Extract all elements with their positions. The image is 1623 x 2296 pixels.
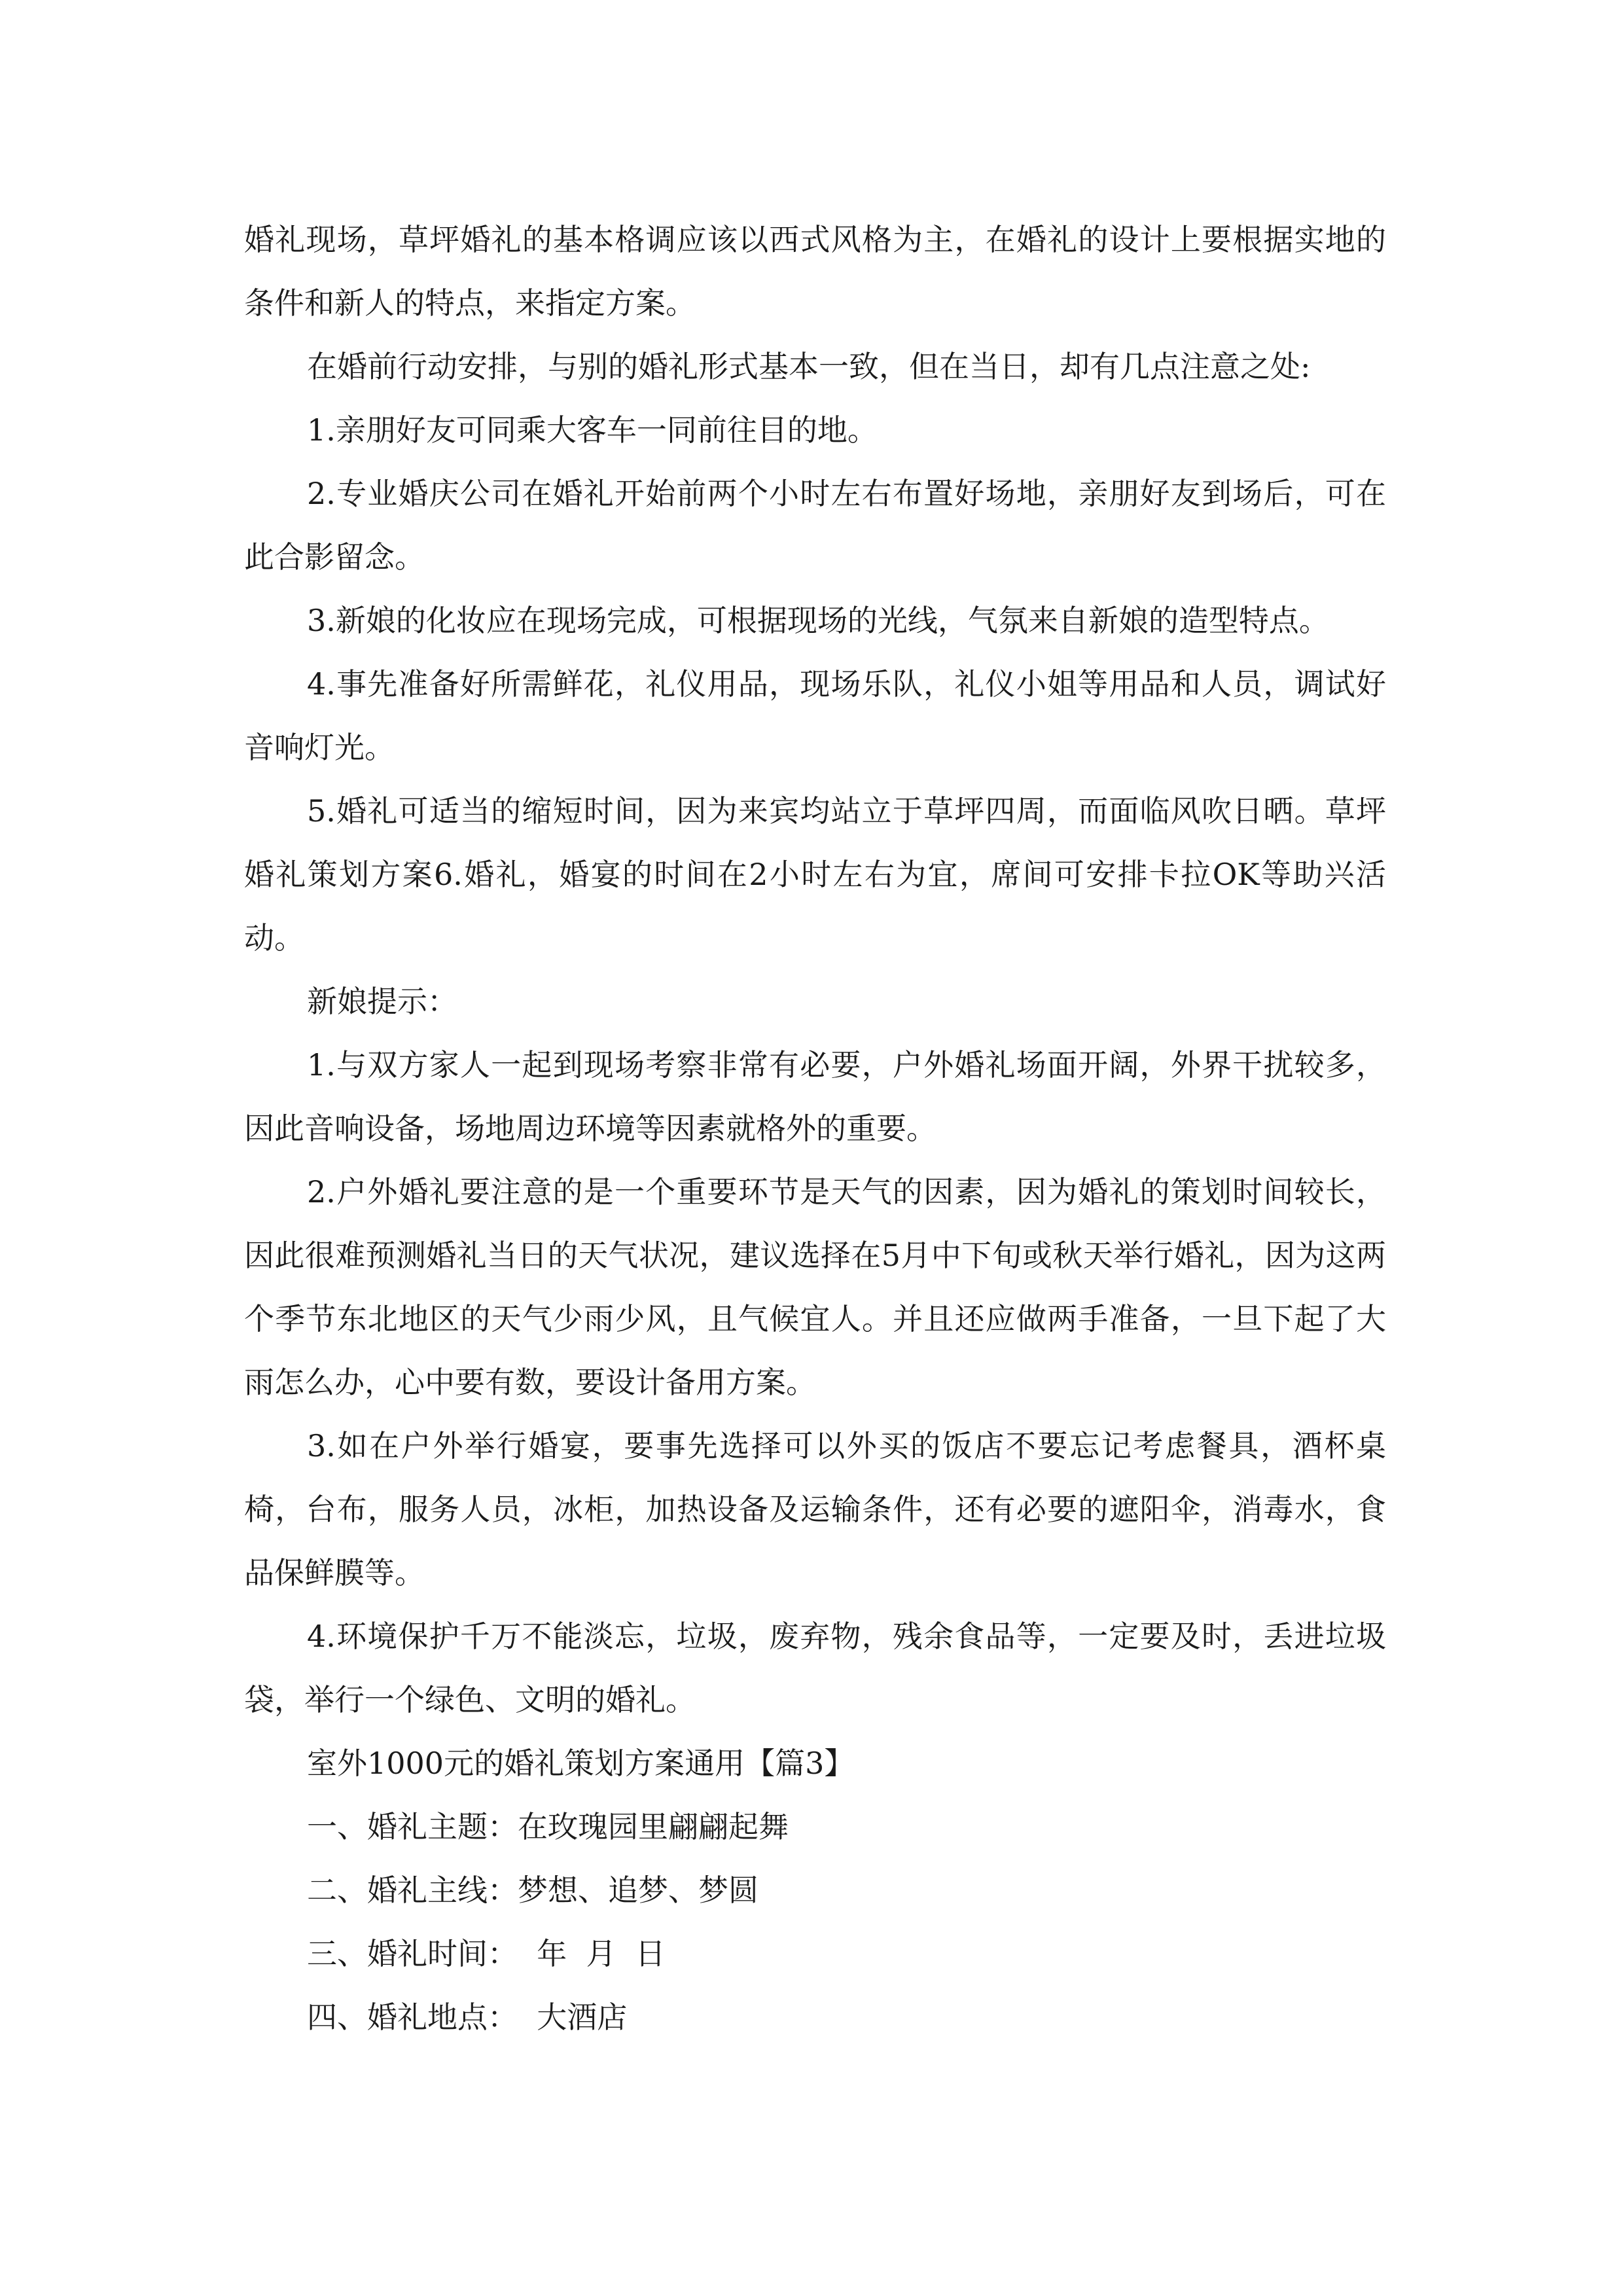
outline-mainline: 二、婚礼主线：梦想、追梦、梦圆 [307, 1873, 758, 1908]
paragraph-day-arrangement: 在婚前行动安排，与别的婚礼形式基本一致，但在当日，却有几点注意之处: [307, 349, 1311, 384]
list-item-5: 5.婚礼可适当的缩短时间，因为来宾均站立于草坪四周，而面临风吹日晒。草坪婚礼策划方案6.婚礼，婚宴的时间在2小时左右为宜，席间可安排卡拉OK等助兴活动。 [244, 793, 1386, 956]
document-page [244, 208, 1386, 2049]
paragraph-venue-style: 婚礼现场，草坪婚礼的基本格调应该以西式风格为主，在婚礼的设计上要根据实地的条件和新人的特点，来指定方案。 [244, 222, 1386, 321]
tip-item-2: 2.户外婚礼要注意的是一个重要环节是天气的因素，因为婚礼的策划时间较长，因此很难预测婚礼当日的天气状况，建议选择在5月中下旬或秋天举行婚礼，因为这两个季节东北地区的天气少雨少风，且气候宜人。并且还应做两手准备，一旦下起了大雨怎么办，心中要有数，要设计备用方案。 [244, 1174, 1386, 1400]
outline-venue: 四、婚礼地点： 大酒店 [307, 2000, 628, 2035]
list-item-2: 2.专业婚庆公司在婚礼开始前两个小时左右布置好场地，亲朋好友到场后，可在此合影留念。 [244, 476, 1386, 575]
tip-item-1: 1.与双方家人一起到现场考察非常有必要，户外婚礼场面开阔，外界干扰较多，因此音响设备，场地周边环境等因素就格外的重要。 [244, 1047, 1386, 1146]
outline-theme: 一、婚礼主题：在玫瑰园里翩翩起舞 [307, 1809, 789, 1844]
list-item-3: 3.新娘的化妆应在现场完成，可根据现场的光线，气氛来自新娘的造型特点。 [307, 603, 1329, 638]
list-item-1: 1.亲朋好友可同乘大客车一同前往目的地。 [307, 412, 878, 448]
bride-tips-heading: 新娘提示： [307, 984, 457, 1019]
list-item-4: 4.事先准备好所需鲜花，礼仪用品，现场乐队，礼仪小姐等用品和人员，调试好音响灯光。 [244, 666, 1386, 765]
tip-item-4: 4.环境保护千万不能淡忘，垃圾，废弃物，残余食品等，一定要及时，丢进垃圾袋，举行一个绿色、文明的婚礼。 [244, 1619, 1386, 1717]
tip-item-3: 3.如在户外举行婚宴，要事先选择可以外买的饭店不要忘记考虑餐具，酒杯桌椅，台布，服务人员，冰柜，加热设备及运输条件，还有必要的遮阳伞，消毒水，食品保鲜膜等。 [244, 1428, 1386, 1590]
section-title: 室外1000元的婚礼策划方案通用【篇3】 [307, 1746, 855, 1781]
outline-time: 三、婚礼时间： 年 月 日 [307, 1936, 666, 1971]
